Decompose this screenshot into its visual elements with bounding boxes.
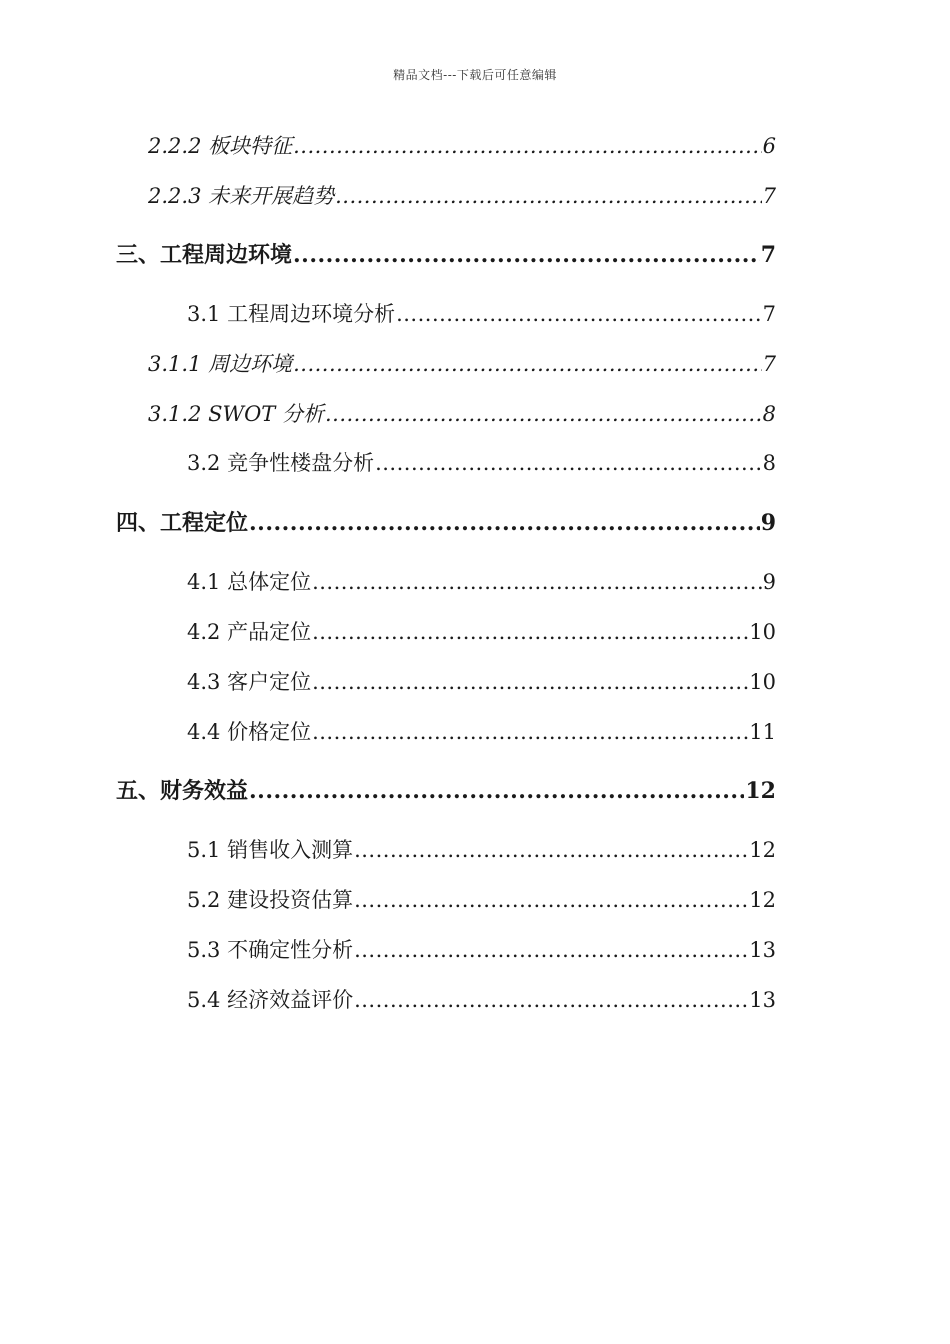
toc-entry-page: 12 [745,778,776,804]
toc-entry-label: 三、工程周边环境 [116,242,293,268]
toc-entry-page: 7 [762,184,776,208]
toc-entry-page: 7 [762,302,776,326]
toc-entry-page: 7 [760,242,776,268]
toc-leader-dots [312,567,762,597]
toc-entry-page: 9 [760,510,776,536]
toc-entry-page: 12 [749,838,776,862]
toc-leader-dots [293,131,762,161]
toc-entry-5-1[interactable] [187,835,776,865]
toc-entry-2-2-3[interactable] [148,181,776,211]
toc-entry-label: 五、财务效益 [116,778,249,804]
toc-entry-label: 3.2 竞争性楼盘分析 [187,451,375,475]
toc-entry-3-1[interactable] [187,299,776,329]
toc-entry-3-1-2[interactable] [148,399,776,429]
toc-leader-dots [312,667,748,697]
page-header: 精品文档---下载后可任意编辑 [393,68,557,82]
toc-entry-label: 3.1.1 周边环境 [148,352,293,376]
toc-leader-dots [293,240,760,270]
toc-entry-label: 4.2 产品定位 [187,620,312,644]
toc-entry-page: 7 [762,352,776,376]
toc-leader-dots [249,776,744,806]
toc-entry-page: 13 [749,938,776,962]
toc-entry-label: 4.4 价格定位 [187,720,312,744]
toc-leader-dots [325,399,762,429]
toc-entry-2-2-2[interactable] [148,131,776,161]
toc-entry-page: 8 [762,402,776,426]
toc-leader-dots [249,508,760,538]
toc-entry-label: 5.2 建设投资估算 [187,888,354,912]
toc-entry-chapter-4[interactable] [116,508,776,538]
toc-leader-dots [312,717,748,747]
toc-entry-label: 4.1 总体定位 [187,570,312,594]
toc-entry-4-4[interactable] [187,717,776,747]
toc-leader-dots [375,448,762,478]
toc-entry-label: 2.2.3 未来开展趋势 [148,184,335,208]
toc-entry-label: 4.3 客户定位 [187,670,312,694]
toc-entry-page: 12 [749,888,776,912]
toc-entry-5-3[interactable] [187,935,776,965]
toc-leader-dots [354,835,748,865]
toc-entry-chapter-3[interactable] [116,240,776,270]
toc-entry-3-1-1[interactable] [148,349,776,379]
toc-leader-dots [354,985,748,1015]
toc-entry-page: 6 [762,134,776,158]
toc-entry-label: 5.4 经济效益评价 [187,988,354,1012]
toc-entry-chapter-5[interactable] [116,776,776,806]
toc-entry-page: 10 [749,620,776,644]
toc-entry-page: 10 [749,670,776,694]
toc-entry-5-4[interactable] [187,985,776,1015]
toc-entry-page: 8 [762,451,776,475]
toc-leader-dots [293,349,762,379]
toc-entry-label: 2.2.2 板块特征 [148,134,293,158]
toc-entry-label: 四、工程定位 [116,510,249,536]
toc-entry-4-2[interactable] [187,617,776,647]
toc-entry-page: 13 [749,988,776,1012]
toc-entry-page: 11 [749,720,776,744]
toc-entry-5-2[interactable] [187,885,776,915]
toc-entry-label: 3.1 工程周边环境分析 [187,302,396,326]
toc-leader-dots [335,181,762,211]
toc-leader-dots [354,935,748,965]
toc-entry-4-3[interactable] [187,667,776,697]
toc-entry-4-1[interactable] [187,567,776,597]
toc-entry-3-2[interactable] [187,448,776,478]
toc-leader-dots [396,299,762,329]
toc-entry-label: 5.3 不确定性分析 [187,938,354,962]
toc-entry-page: 9 [762,570,776,594]
toc-entry-label: 3.1.2 SWOT 分析 [148,402,324,426]
toc-leader-dots [354,885,748,915]
toc-entry-label: 5.1 销售收入测算 [187,838,354,862]
toc-leader-dots [312,617,748,647]
